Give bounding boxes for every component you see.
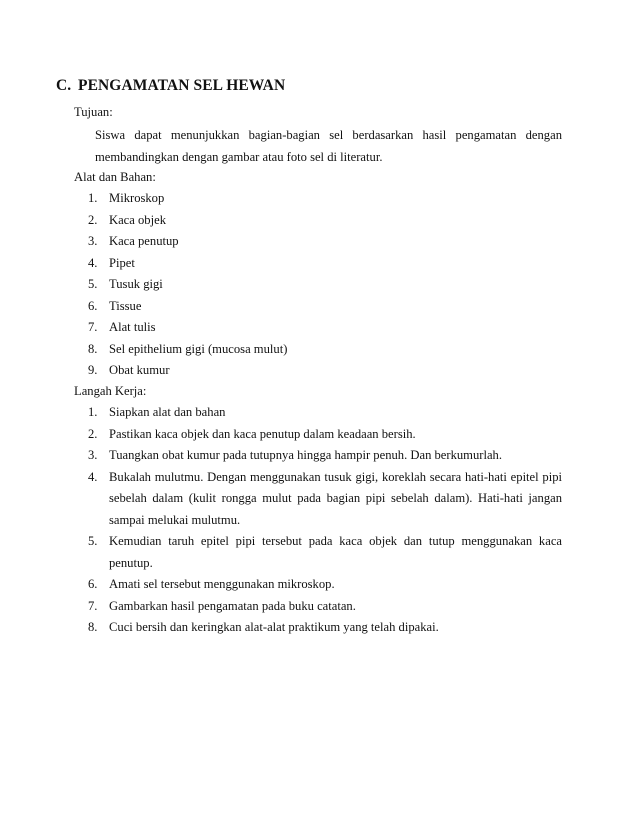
list-item-text: Kaca objek — [109, 212, 166, 227]
list-item-text: Tissue — [109, 298, 142, 313]
list-item-text: Alat tulis — [109, 320, 156, 334]
langkah-kerja-item — [88, 574, 562, 596]
section-title: PENGAMATAN SEL HEWAN — [78, 77, 286, 94]
alat-bahan-item — [88, 360, 562, 382]
list-item-number: 8. — [88, 341, 98, 356]
list-item-text: Gambarkan hasil pengamatan pada buku catatan. — [109, 598, 356, 613]
list-item-number: 4. — [88, 255, 98, 270]
list-item-number: 5. — [88, 277, 98, 291]
list-item-text: Pastikan kaca objek dan kaca penutup dalam keadaan bersih. — [109, 426, 416, 441]
alat-bahan-label: Alat dan Bahan: — [74, 170, 156, 184]
list-item-text: Bukalah mulutmu. Dengan menggunakan tusuk gigi, koreklah secara hati-hati epitel pipi sebelah dalam (kulit rongga mulut pada bagian pipi sebelah dalam). Hati-hati jangan sampai melukai mulutmu. — [109, 469, 562, 527]
alat-bahan-list — [88, 188, 562, 382]
section-letter: C. — [56, 77, 72, 94]
tujuan-label: Tujuan: — [74, 105, 113, 119]
list-item-text: Mikroskop — [109, 191, 165, 205]
list-item-number: 5. — [88, 534, 98, 548]
alat-bahan-item — [88, 231, 562, 253]
langkah-kerja-item — [88, 445, 562, 467]
list-item-number: 6. — [88, 577, 98, 591]
alat-bahan-item — [88, 317, 562, 339]
langkah-kerja-item — [88, 531, 562, 574]
list-item-text: Pipet — [109, 255, 135, 270]
list-item-number: 1. — [88, 405, 98, 419]
section-heading — [56, 77, 285, 95]
tujuan-paragraph: Siswa dapat menunjukkan bagian-bagian sel berdasarkan hasil pengamatan dengan membandingkan dengan gambar atau foto sel di literatur. — [95, 128, 562, 164]
list-item-number: 7. — [88, 320, 98, 334]
list-item-text: Tusuk gigi — [109, 277, 163, 291]
list-item-text: Kemudian taruh epitel pipi tersebut pada kaca objek dan tutup menggunakan kaca penutup. — [109, 534, 562, 570]
list-item-number: 2. — [88, 212, 98, 227]
list-item-text: Tuangkan obat kumur pada tutupnya hingga hampir penuh. Dan berkumurlah. — [109, 448, 503, 462]
list-item-number: 7. — [88, 598, 98, 613]
list-item-text: Sel epithelium gigi (mucosa mulut) — [109, 341, 288, 356]
list-item-number: 4. — [88, 469, 98, 484]
langkah-kerja-label: Langah Kerja: — [74, 384, 147, 398]
list-item-number: 3. — [88, 234, 98, 248]
list-item-number: 1. — [88, 191, 98, 205]
alat-bahan-item — [88, 253, 562, 275]
list-item-text: Amati sel tersebut menggunakan mikroskop. — [109, 577, 335, 591]
langkah-kerja-item — [88, 617, 562, 639]
langkah-kerja-item — [88, 424, 562, 446]
langkah-kerja-list — [88, 402, 562, 639]
langkah-kerja-item — [88, 596, 562, 618]
alat-bahan-item — [88, 296, 562, 318]
list-item-number: 3. — [88, 448, 98, 462]
list-item-text: Siapkan alat dan bahan — [109, 405, 226, 419]
list-item-number: 9. — [88, 363, 98, 377]
list-item-number: 8. — [88, 620, 98, 634]
langkah-kerja-item — [88, 467, 562, 532]
alat-bahan-item — [88, 188, 562, 210]
list-item-text: Obat kumur — [109, 363, 170, 377]
alat-bahan-item — [88, 210, 562, 232]
langkah-kerja-item — [88, 402, 562, 424]
list-item-number: 6. — [88, 298, 98, 313]
list-item-text: Cuci bersih dan keringkan alat-alat praktikum yang telah dipakai. — [109, 620, 439, 634]
list-item-text: Kaca penutup — [109, 234, 179, 248]
alat-bahan-item — [88, 274, 562, 296]
alat-bahan-item — [88, 339, 562, 361]
list-item-number: 2. — [88, 426, 98, 441]
